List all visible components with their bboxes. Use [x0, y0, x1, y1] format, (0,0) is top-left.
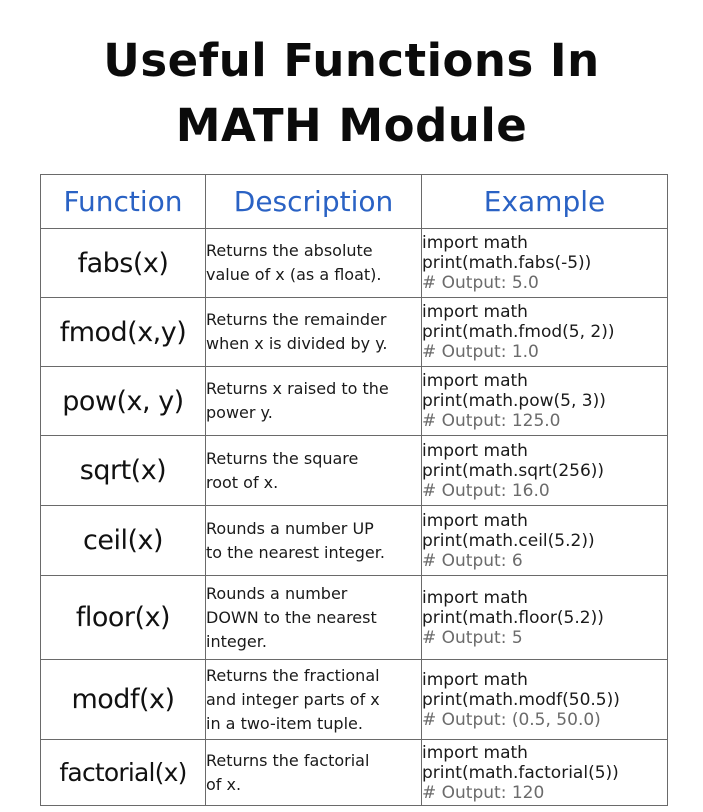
description-line: value of x (as a float). — [206, 265, 382, 284]
example-code-line: print(math.modf(50.5)) — [422, 689, 620, 710]
example-output-comment: # Output: 5 — [422, 627, 523, 648]
example-cell — [422, 660, 668, 740]
example-code-line: print(math.floor(5.2)) — [422, 607, 604, 628]
description-cell — [206, 740, 422, 806]
description-line: and integer parts of x — [206, 689, 380, 709]
table-row — [41, 367, 668, 436]
description-line: Rounds a number UP — [206, 518, 374, 538]
description-line: DOWN to the nearest — [206, 607, 377, 627]
example-import-line: import math — [422, 440, 528, 461]
example-output-comment: # Output: 6 — [422, 550, 523, 571]
title-line-1: Useful Functions In — [103, 34, 600, 87]
header-example: Example — [422, 175, 668, 229]
description-cell — [206, 436, 422, 506]
example-code-line: print(math.fabs(-5)) — [422, 253, 592, 273]
function-name-cell: modf(x) — [41, 660, 206, 740]
description-line: Returns the square — [206, 448, 359, 468]
description-line: Returns the remainder — [206, 310, 387, 329]
example-cell — [422, 436, 668, 506]
example-code-line: print(math.sqrt(256)) — [422, 460, 605, 481]
page-title — [0, 28, 703, 158]
description-line: in a two-item tuple. — [206, 713, 363, 733]
example-import-line: import math — [422, 510, 528, 531]
example-cell — [422, 576, 668, 660]
description-cell — [206, 298, 422, 367]
example-cell — [422, 367, 668, 436]
function-name-cell: ceil(x) — [41, 506, 206, 576]
example-cell — [422, 229, 668, 298]
example-output-comment: # Output: 5.0 — [422, 273, 539, 293]
example-code-line: print(math.ceil(5.2)) — [422, 530, 595, 551]
description-line: root of x. — [206, 472, 279, 492]
example-import-line: import math — [422, 302, 528, 322]
table-row — [41, 506, 668, 576]
description-line: Returns the factorial — [206, 750, 370, 770]
example-import-line: import math — [422, 742, 528, 763]
table-row — [41, 229, 668, 298]
header-function: Function — [41, 175, 206, 229]
table-row — [41, 660, 668, 740]
example-cell — [422, 506, 668, 576]
example-code-line: print(math.pow(5, 3)) — [422, 391, 606, 411]
description-line: power y. — [206, 403, 273, 422]
function-name-cell: factorial(x) — [41, 740, 206, 806]
example-output-comment: # Output: 16.0 — [422, 480, 550, 501]
description-line: Returns x raised to the — [206, 379, 389, 398]
example-code-line: print(math.fmod(5, 2)) — [422, 322, 615, 342]
function-name-cell: fmod(x,y) — [41, 298, 206, 367]
description-cell — [206, 367, 422, 436]
description-cell — [206, 229, 422, 298]
description-line: integer. — [206, 631, 267, 651]
function-name-cell: sqrt(x) — [41, 436, 206, 506]
description-cell — [206, 576, 422, 660]
title-line-2: MATH Module — [175, 99, 528, 152]
example-output-comment: # Output: 1.0 — [422, 342, 539, 362]
example-import-line: import math — [422, 371, 528, 391]
description-line: Returns the fractional — [206, 665, 380, 685]
table-body — [41, 229, 668, 806]
example-output-comment: # Output: 125.0 — [422, 411, 561, 431]
description-line: Returns the absolute — [206, 241, 373, 260]
description-line: Rounds a number — [206, 583, 348, 603]
description-cell — [206, 506, 422, 576]
table-row — [41, 298, 668, 367]
description-line: when x is divided by y. — [206, 334, 388, 353]
table-row — [41, 576, 668, 660]
example-import-line: import math — [422, 233, 528, 253]
example-import-line: import math — [422, 669, 528, 690]
table-row — [41, 436, 668, 506]
example-code-line: print(math.factorial(5)) — [422, 762, 619, 783]
description-line: of x. — [206, 774, 242, 794]
description-cell — [206, 660, 422, 740]
example-cell — [422, 298, 668, 367]
example-import-line: import math — [422, 587, 528, 608]
function-name-cell: floor(x) — [41, 576, 206, 660]
function-name-cell: fabs(x) — [41, 229, 206, 298]
example-output-comment: # Output: 120 — [422, 782, 545, 803]
functions-table — [40, 174, 668, 806]
example-output-comment: # Output: (0.5, 50.0) — [422, 709, 601, 730]
description-line: to the nearest integer. — [206, 542, 385, 562]
table-header-row — [41, 175, 668, 229]
example-cell — [422, 740, 668, 806]
function-name-cell: pow(x, y) — [41, 367, 206, 436]
header-description: Description — [206, 175, 422, 229]
table-row — [41, 740, 668, 806]
